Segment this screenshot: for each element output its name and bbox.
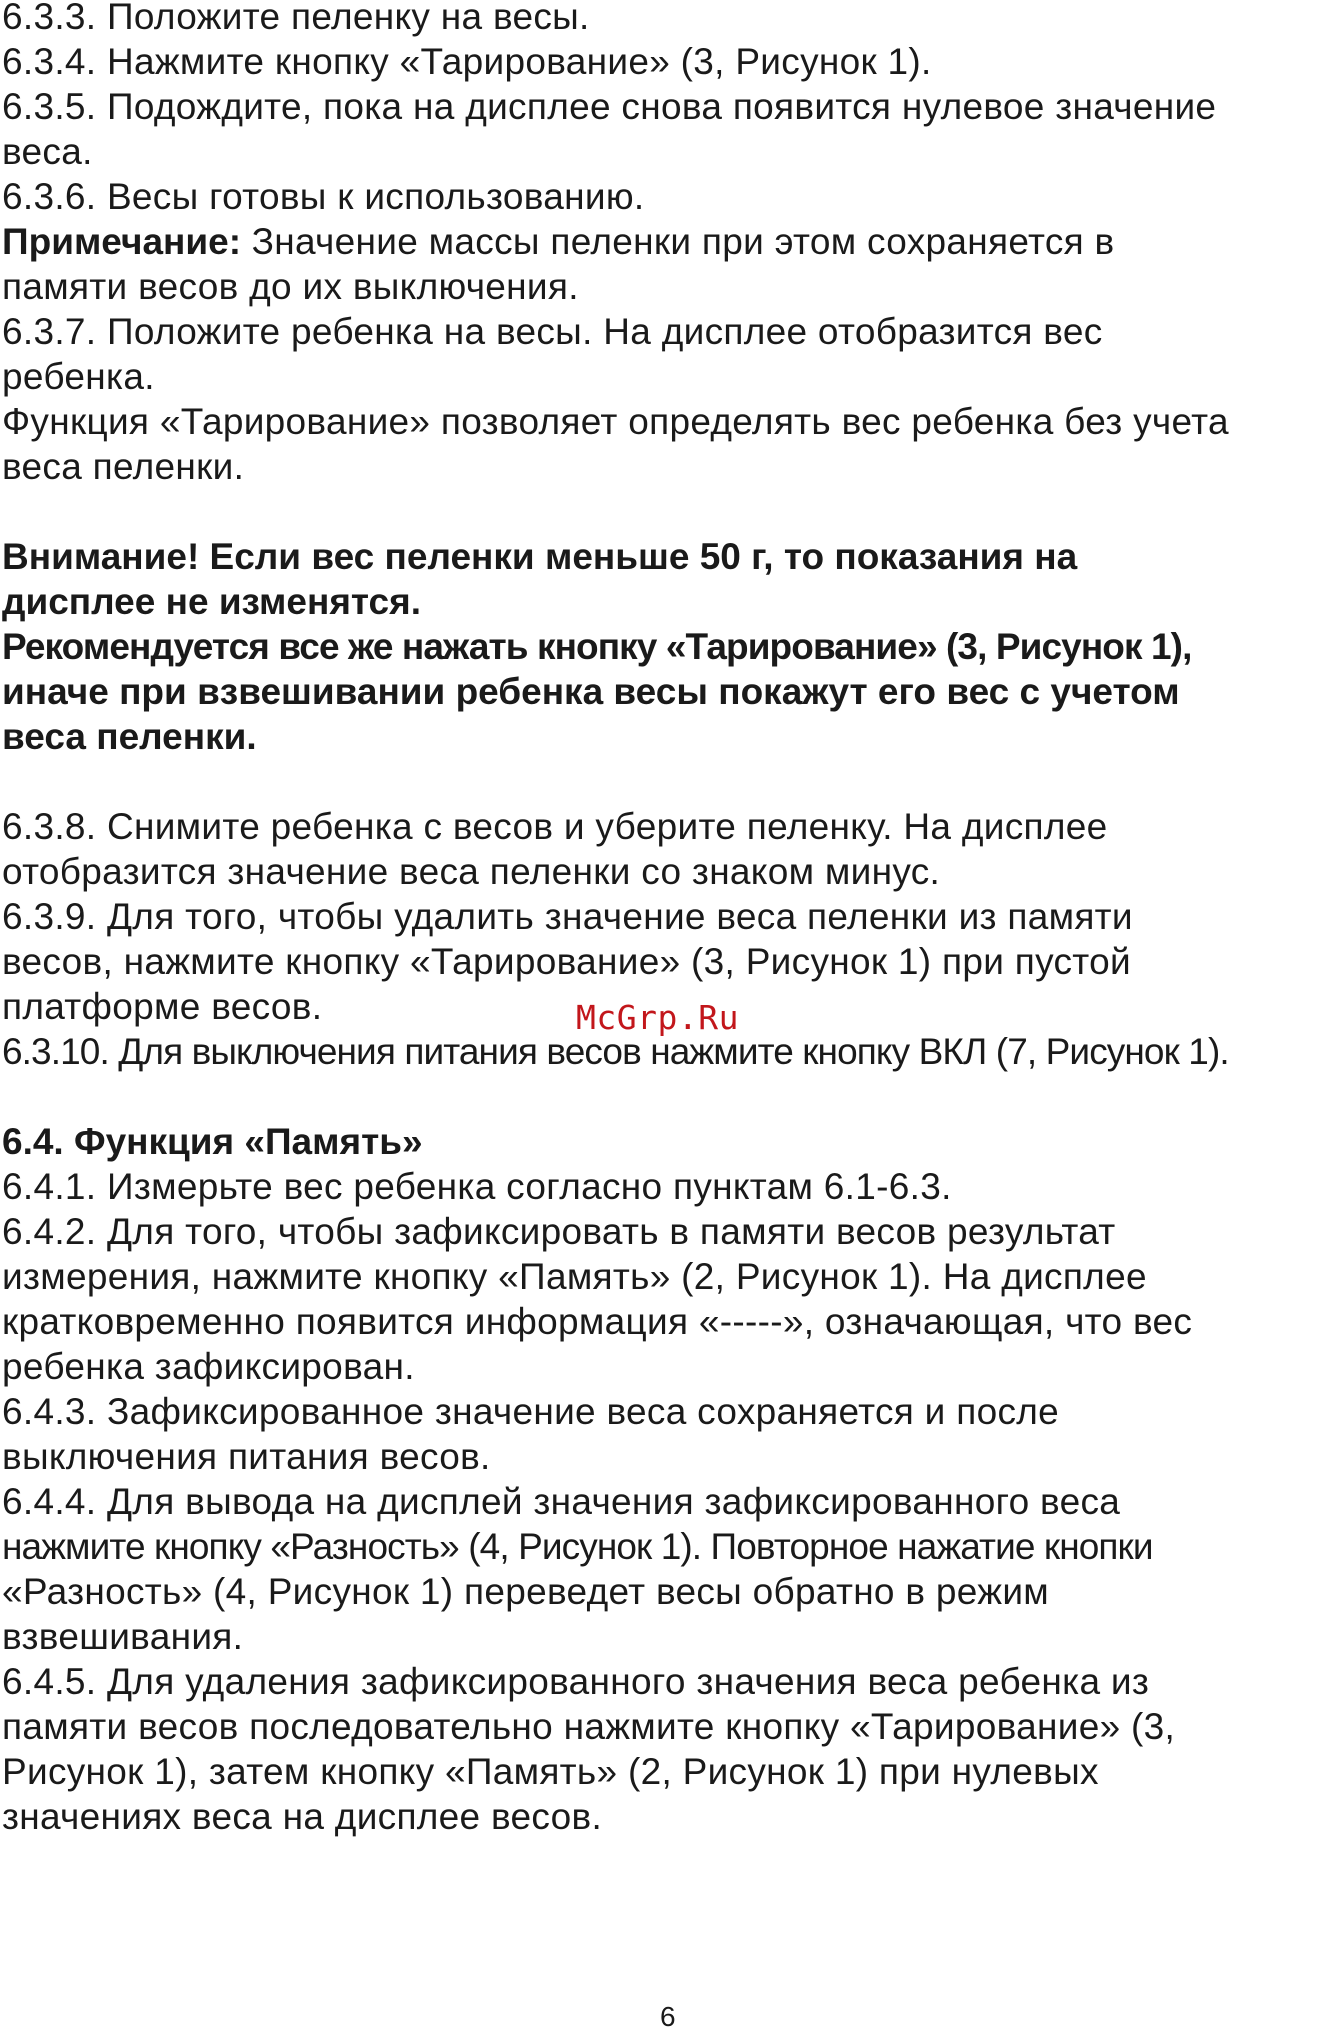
text-line: Рисунок 1), затем кнопку «Память» (2, Рисунок 1) при нулевых [2, 1751, 1099, 1792]
text-line: «Разность» (4, Рисунок 1) переведет весы обратно в режим [2, 1571, 1050, 1612]
text-line: кратковременно появится информация «-----», означающая, что вес [2, 1301, 1193, 1342]
text-line: ребенка зафиксирован. [2, 1346, 415, 1387]
text-line: значениях веса на дисплее весов. [2, 1796, 603, 1837]
watermark: McGrp.Ru [576, 998, 739, 1037]
text-line: памяти весов последовательно нажмите кнопку «Тарирование» (3, [2, 1706, 1176, 1747]
text-line: 6.4.2. Для того, чтобы зафиксировать в памяти весов результат [2, 1211, 1116, 1252]
text-line: 6.3.8. Снимите ребенка с весов и уберите пеленку. На дисплее [2, 806, 1108, 847]
text-line: весов, нажмите кнопку «Тарирование» (3, Рисунок 1) при пустой [2, 941, 1131, 982]
text-line: 6.4.5. Для удаления зафиксированного значения веса ребенка из [2, 1661, 1150, 1702]
note-label: Примечание: [2, 221, 242, 262]
text-line: 6.3.7. Положите ребенка на весы. На дисплее отобразится вес [2, 311, 1103, 352]
text-line: веса. [2, 131, 93, 172]
text-line: Функция «Тарирование» позволяет определять вес ребенка без учета [2, 401, 1229, 442]
text-line: нажмите кнопку «Разность» (4, Рисунок 1). Повторное нажатие кнопки [2, 1526, 1153, 1567]
text-line: отобразится значение веса пеленки со знаком минус. [2, 851, 941, 892]
note-text: Значение массы пеленки при этом сохраняется в [241, 221, 1115, 262]
text-line: ребенка. [2, 356, 155, 397]
text-line: выключения питания весов. [2, 1436, 491, 1477]
text-line: 6.3.6. Весы готовы к использованию. [2, 176, 645, 217]
warning-line: иначе при взвешивании ребенка весы покажут его вес с учетом [2, 671, 1180, 712]
text-line: 6.3.9. Для того, чтобы удалить значение веса пеленки из памяти [2, 896, 1133, 937]
text-line: 6.3.4. Нажмите кнопку «Тарирование» (3, Рисунок 1). [2, 41, 932, 82]
warning-line: веса пеленки. [2, 716, 257, 757]
text-line: памяти весов до их выключения. [2, 266, 579, 307]
text-line: 6.3.10. Для выключения питания весов нажмите кнопку ВКЛ (7, Рисунок 1). [2, 1031, 1229, 1072]
warning-line: дисплее не изменятся. [2, 581, 421, 622]
text-line: измерения, нажмите кнопку «Память» (2, Рисунок 1). На дисплее [2, 1256, 1147, 1297]
text-line: платформе весов. [2, 986, 323, 1027]
section-heading: 6.4. Функция «Память» [2, 1121, 423, 1162]
text-line: 6.4.3. Зафиксированное значение веса сохраняется и после [2, 1391, 1060, 1432]
text-line: взвешивания. [2, 1616, 244, 1657]
warning-line: Внимание! Если вес пеленки меньше 50 г, то показания на [2, 536, 1078, 577]
page-number: 6 [660, 2001, 676, 2032]
text-line: 6.4.1. Измерьте вес ребенка согласно пунктам 6.1-6.3. [2, 1166, 952, 1207]
text-line: 6.4.4. Для вывода на дисплей значения зафиксированного веса [2, 1481, 1121, 1522]
text-line: 6.3.3. Положите пеленку на весы. [2, 0, 590, 37]
text-line: 6.3.5. Подождите, пока на дисплее снова появится нулевое значение [2, 86, 1217, 127]
warning-line: Рекомендуется все же нажать кнопку «Тарирование» (3, Рисунок 1), [2, 626, 1192, 667]
text-line: веса пеленки. [2, 446, 245, 487]
note-line [2, 219, 1115, 264]
